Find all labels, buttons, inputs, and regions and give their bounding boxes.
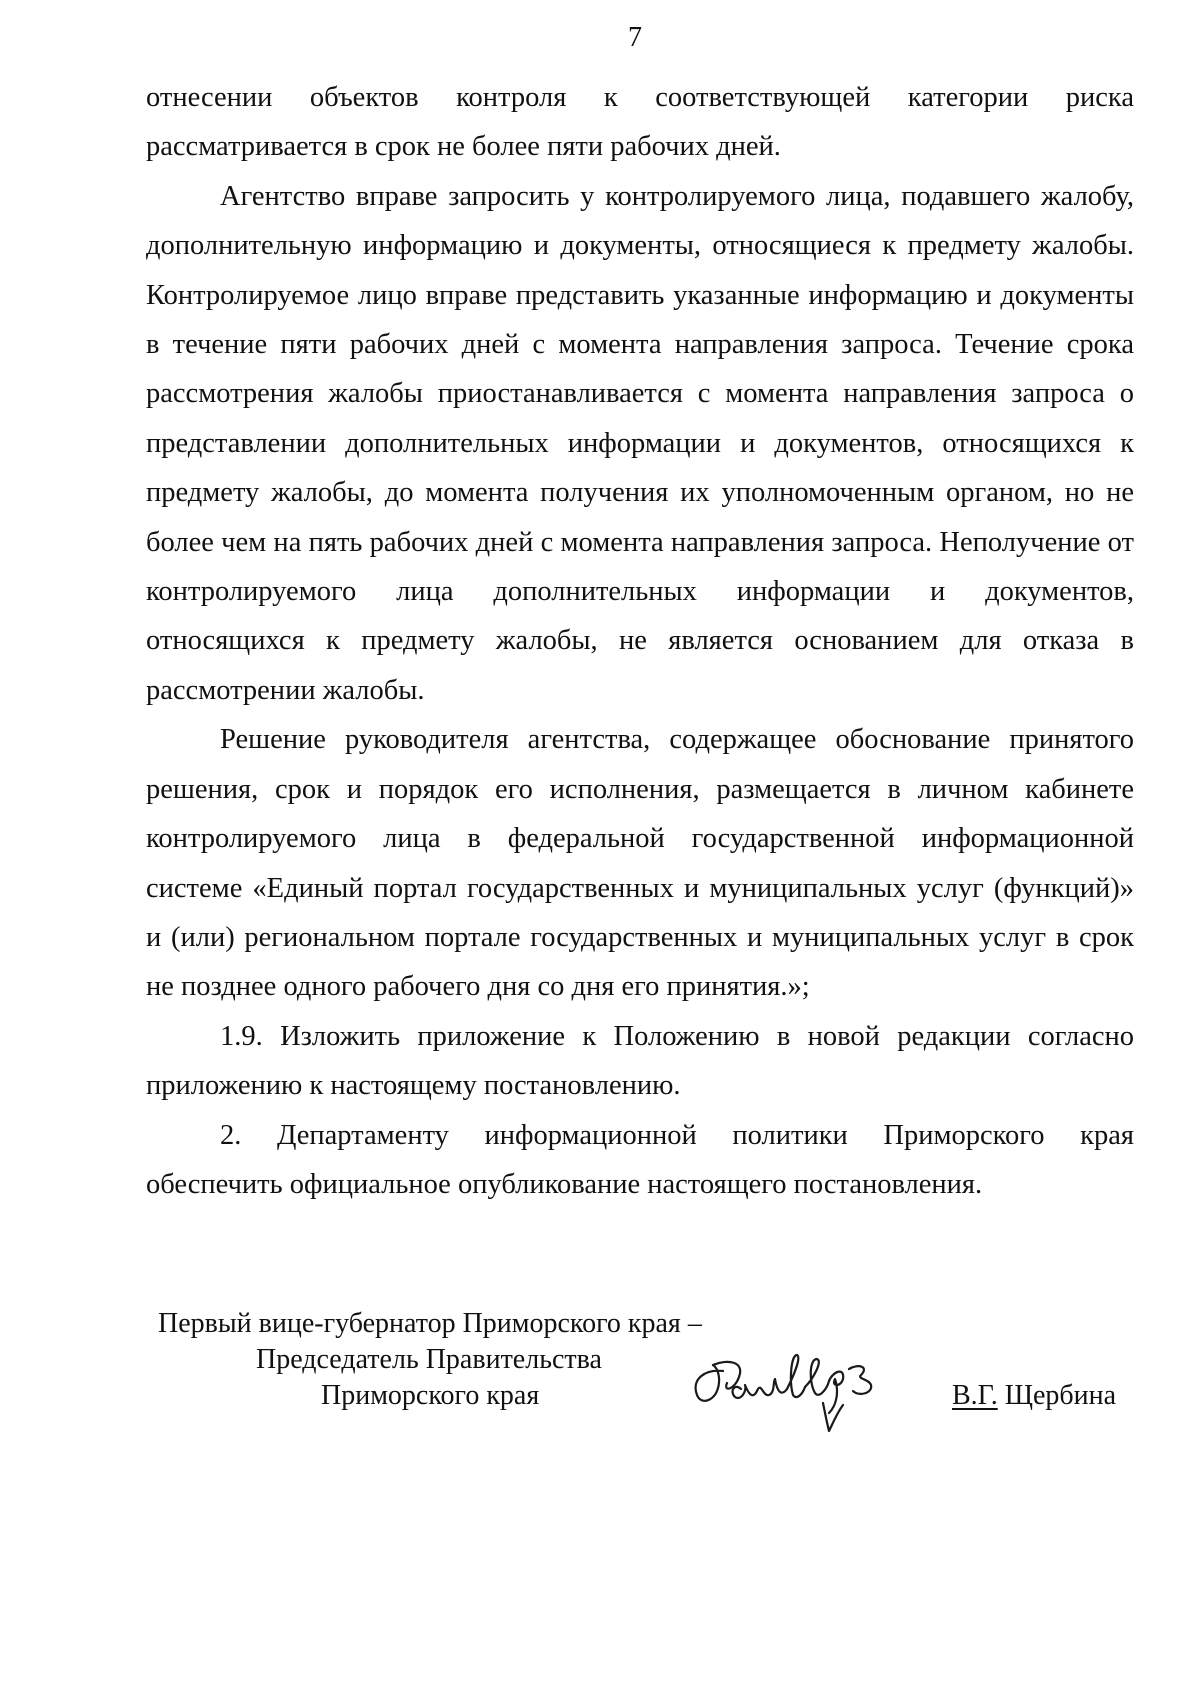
signatory-title-line-3: Приморского края (321, 1380, 540, 1411)
page-number: 7 (628, 22, 642, 53)
signatory-name (952, 1377, 1116, 1414)
signatory-title-line-2: Председатель Правительства (256, 1344, 602, 1375)
handwritten-signature (683, 1343, 898, 1438)
paragraph-additional-info: Агентство вправе запросить у контролируемого лица, подавшего жалобу, дополнительную информацию и документы, относящиеся к предмету жалобы. Контролируемое лицо вправе представить указанные информацию и документы в течение пяти рабочих дней с момента направления запроса. Течение срока рассмотрения жалобы приостанавливается с момента направления запроса о представлении дополнительных информации и документов, относящихся к предмету жалобы, до момента получения их уполномоченным органом, но не более чем на пять рабочих дней с момента направления запроса. Неполучение от контролируемого лица дополнительных информации и документов, относящихся к предмету жалобы, не является основанием для отказа в рассмотрении жалобы. (146, 180, 1134, 706)
signature-block (158, 1305, 1158, 1455)
paragraph-decision: Решение руководителя агентства, содержащее обоснование принятого решения, срок и порядок его исполнения, размещается в личном кабинете контролируемого лица в федеральной государственной информационной системе «Единый портал государственных и муниципальных услуг (функций)» и (или) региональном портале государственных и муниципальных услуг в срок не позднее одного рабочего дня со дня его принятия.»; (146, 724, 1134, 1003)
paragraph-item-1-9: 1.9. Изложить приложение к Положению в новой редакции согласно приложению к настоящему постановлению. (146, 1020, 1134, 1102)
paragraph-continuation: отнесении объектов контроля к соответствующей категории риска рассматривается в срок не более пяти рабочих дней. (146, 82, 1134, 163)
signatory-initials: В.Г. (952, 1380, 998, 1411)
document-body (146, 73, 1134, 1209)
signatory-title-line-1: Первый вице-губернатор Приморского края – (158, 1308, 702, 1339)
paragraph-item-2: 2. Департаменту информационной политики Приморского края обеспечить официальное опубликование настоящего постановления. (146, 1119, 1134, 1200)
signatory-surname: Щербина (997, 1380, 1117, 1411)
